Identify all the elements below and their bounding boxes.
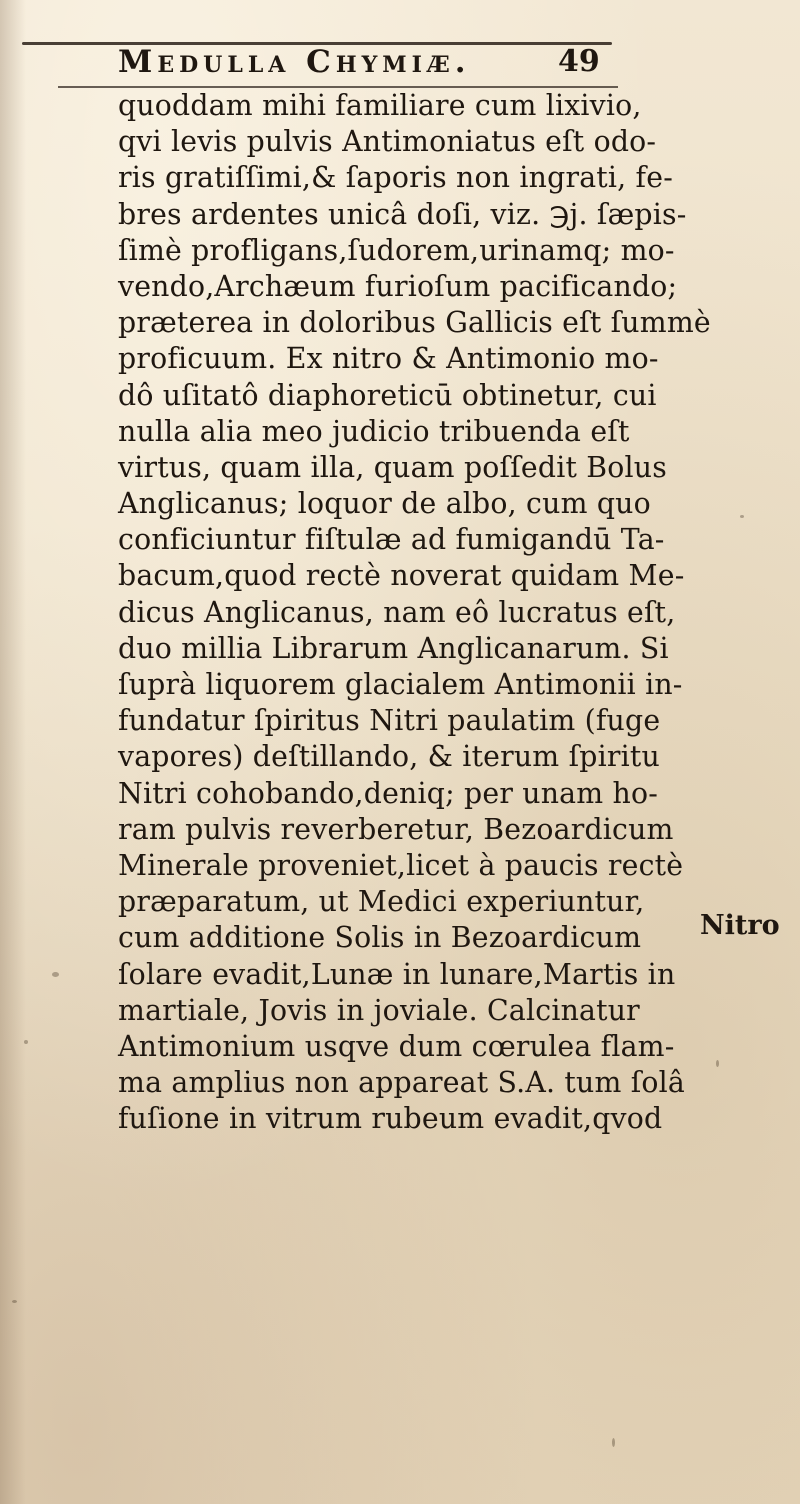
- text-line: dicus Anglicanus, nam eô lucratus eſt,: [118, 595, 676, 629]
- text-line: Anglicanus; loquor de albo, cum quo: [118, 487, 651, 521]
- text-line: ma amplius non appareat S.A. tum ſolâ: [118, 1066, 686, 1100]
- text-line: ris gratiſſimi,& ſaporis non ingrati, fe-: [118, 161, 673, 195]
- text-line: bacum,quod rectè noverat quidam Me-: [118, 559, 685, 593]
- text-line: fuſione in vitrum rubeum evadit,qvod: [118, 1102, 663, 1136]
- text-line: præparatum, ut Medici experiuntur,: [118, 885, 645, 919]
- text-line: fundatur ſpiritus Nitri paulatim (fuge: [118, 704, 661, 738]
- paper-speck: [52, 972, 59, 977]
- text-line: virtus, quam illa, quam poſſedit Bolus: [118, 450, 667, 484]
- paper-speck: [612, 1438, 615, 1447]
- text-line: nulla alia meo judicio tribuenda eſt: [118, 414, 630, 448]
- text-line: vendo,Archæum furioſum pacificando;: [118, 269, 678, 303]
- running-header: [118, 44, 618, 88]
- text-line: quoddam mihi familiare cum lixivio,: [118, 89, 642, 122]
- text-line: cum additione Solis in Bezoardicum: [118, 921, 642, 955]
- text-line: Antimonium usqve dum cœrulea flam-: [118, 1029, 675, 1063]
- text-line: Minerale proveniet,licet à paucis rectè: [118, 848, 684, 882]
- gutter-shadow: [0, 0, 26, 1504]
- text-line: duo millia Librarum Anglicanarum. Si: [118, 631, 669, 665]
- text-line: conficiuntur fiſtulæ ad fumigandū Ta-: [118, 523, 665, 557]
- text-line: qvi levis pulvis Antimoniatus eſt odo-: [118, 125, 657, 159]
- running-title: Medulla Chymiæ.: [118, 44, 471, 80]
- text-line: præterea in doloribus Gallicis eſt ſummè: [118, 306, 711, 340]
- text-line: vapores) deſtillando, & iterum ſpiritu: [118, 740, 660, 774]
- text-line: proficuum. Ex nitro & Antimonio mo-: [118, 342, 659, 376]
- text-line: bres ardentes unicâ doſi, viz. ℈j. ſæpis-: [118, 197, 687, 231]
- paper-speck: [12, 1300, 17, 1303]
- paper-speck: [24, 1040, 28, 1044]
- text-line: ſolare evadit,Lunæ in lunare,Martis in: [118, 957, 676, 991]
- catchword: Nitro: [700, 910, 780, 941]
- text-line: Nitri cohobando,deniq; per unam ho-: [118, 776, 659, 810]
- body-text: [118, 88, 798, 1137]
- text-line: martiale, Jovis in joviale. Calcinatur: [118, 993, 640, 1027]
- page-number: 49: [558, 44, 600, 79]
- text-line: dô uſitatô diaphoreticū obtinetur, cui: [118, 378, 657, 412]
- text-line: ſimè profligans,ſudorem,urinamq; mo-: [118, 233, 675, 267]
- text-line: ram pulvis reverberetur, Bezoardicum: [118, 812, 674, 846]
- text-line: ſuprà liquorem glacialem Antimonii in-: [118, 668, 683, 701]
